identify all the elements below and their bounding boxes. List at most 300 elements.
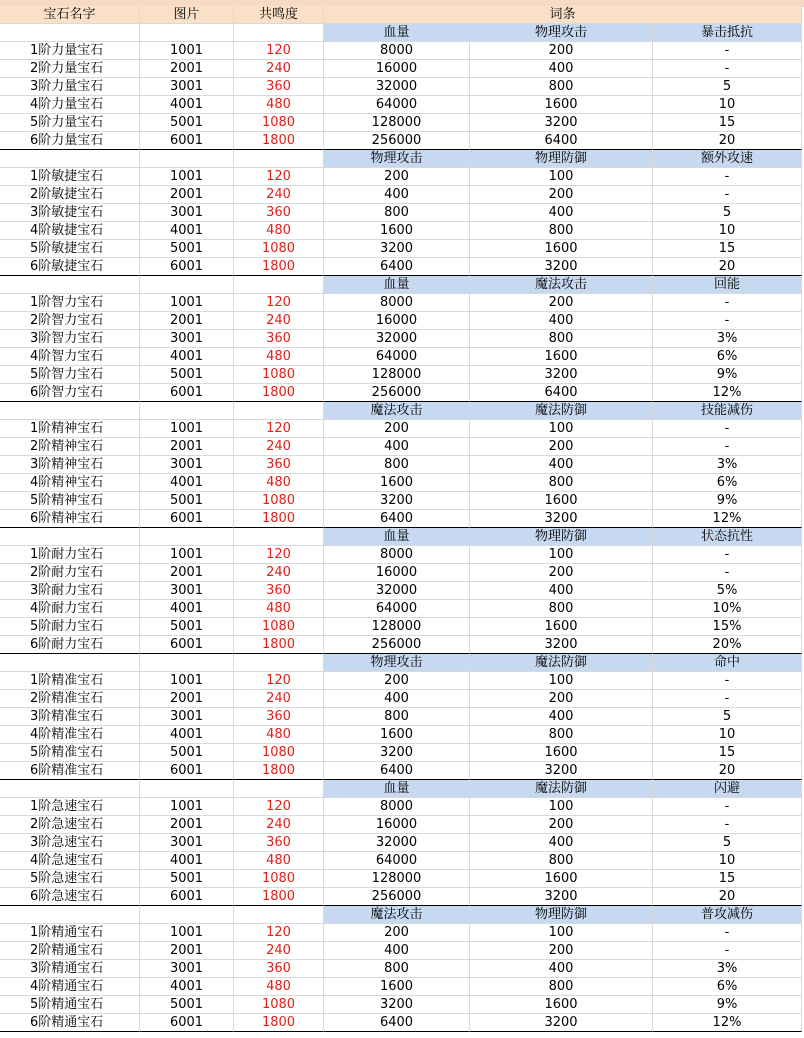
empty-cell[interactable]	[234, 528, 324, 546]
attr2-value-cell[interactable]: 1600	[470, 240, 653, 258]
gem-name-cell[interactable]: 5阶精通宝石	[0, 996, 140, 1014]
header-cell-image[interactable]: 图片	[140, 6, 234, 24]
empty-cell[interactable]	[234, 780, 324, 798]
empty-cell[interactable]	[234, 402, 324, 420]
resonance-cell[interactable]: 360	[234, 582, 324, 600]
attr2-value-cell[interactable]: 100	[470, 924, 653, 942]
image-id-cell[interactable]: 5001	[140, 870, 234, 888]
empty-cell[interactable]	[140, 402, 234, 420]
attr1-value-cell[interactable]: 6400	[324, 510, 470, 528]
attr3-value-cell[interactable]: 10	[653, 96, 802, 114]
attr1-value-cell[interactable]: 6400	[324, 1014, 470, 1032]
resonance-cell[interactable]: 240	[234, 564, 324, 582]
gem-name-cell[interactable]: 2阶急速宝石	[0, 816, 140, 834]
attr2-value-cell[interactable]: 200	[470, 186, 653, 204]
attr1-value-cell[interactable]: 128000	[324, 114, 470, 132]
image-id-cell[interactable]: 6001	[140, 132, 234, 150]
resonance-cell[interactable]: 120	[234, 42, 324, 60]
attr1-value-cell[interactable]: 32000	[324, 582, 470, 600]
resonance-cell[interactable]: 1800	[234, 258, 324, 276]
attribute-label-cell[interactable]: 普攻减伤	[653, 906, 802, 924]
header-cell-affix[interactable]: 词条	[324, 6, 802, 24]
attr1-value-cell[interactable]: 16000	[324, 564, 470, 582]
attr1-value-cell[interactable]: 32000	[324, 78, 470, 96]
attr3-value-cell[interactable]: 3%	[653, 960, 802, 978]
attr2-value-cell[interactable]: 400	[470, 834, 653, 852]
resonance-cell[interactable]: 240	[234, 312, 324, 330]
resonance-cell[interactable]: 120	[234, 294, 324, 312]
attr1-value-cell[interactable]: 64000	[324, 600, 470, 618]
attr1-value-cell[interactable]: 64000	[324, 96, 470, 114]
attr1-value-cell[interactable]: 16000	[324, 60, 470, 78]
attribute-label-cell[interactable]: 额外攻速	[653, 150, 802, 168]
gem-name-cell[interactable]: 6阶精神宝石	[0, 510, 140, 528]
attr1-value-cell[interactable]: 256000	[324, 636, 470, 654]
attr3-value-cell[interactable]: 5%	[653, 582, 802, 600]
gem-name-cell[interactable]: 4阶耐力宝石	[0, 600, 140, 618]
attr1-value-cell[interactable]: 128000	[324, 870, 470, 888]
resonance-cell[interactable]: 480	[234, 852, 324, 870]
image-id-cell[interactable]: 3001	[140, 78, 234, 96]
image-id-cell[interactable]: 4001	[140, 96, 234, 114]
gem-name-cell[interactable]: 6阶精通宝石	[0, 1014, 140, 1032]
empty-cell[interactable]	[140, 780, 234, 798]
attr2-value-cell[interactable]: 400	[470, 960, 653, 978]
attr1-value-cell[interactable]: 32000	[324, 834, 470, 852]
attr1-value-cell[interactable]: 16000	[324, 816, 470, 834]
attribute-label-cell[interactable]: 血量	[324, 276, 470, 294]
attr2-value-cell[interactable]: 3200	[470, 636, 653, 654]
gem-name-cell[interactable]: 1阶急速宝石	[0, 798, 140, 816]
attribute-label-cell[interactable]: 魔法攻击	[324, 906, 470, 924]
image-id-cell[interactable]: 2001	[140, 564, 234, 582]
attr1-value-cell[interactable]: 3200	[324, 744, 470, 762]
image-id-cell[interactable]: 2001	[140, 438, 234, 456]
image-id-cell[interactable]: 5001	[140, 240, 234, 258]
resonance-cell[interactable]: 480	[234, 348, 324, 366]
attribute-label-cell[interactable]: 魔法防御	[470, 780, 653, 798]
empty-cell[interactable]	[140, 24, 234, 42]
image-id-cell[interactable]: 1001	[140, 42, 234, 60]
empty-cell[interactable]	[0, 276, 140, 294]
gem-name-cell[interactable]: 1阶敏捷宝石	[0, 168, 140, 186]
attribute-label-cell[interactable]: 闪避	[653, 780, 802, 798]
attr3-value-cell[interactable]: 12%	[653, 510, 802, 528]
image-id-cell[interactable]: 2001	[140, 60, 234, 78]
attr2-value-cell[interactable]: 400	[470, 204, 653, 222]
attr3-value-cell[interactable]: 20	[653, 762, 802, 780]
image-id-cell[interactable]: 1001	[140, 546, 234, 564]
image-id-cell[interactable]: 6001	[140, 1014, 234, 1032]
attr2-value-cell[interactable]: 100	[470, 168, 653, 186]
resonance-cell[interactable]: 240	[234, 816, 324, 834]
empty-cell[interactable]	[140, 906, 234, 924]
gem-name-cell[interactable]: 6阶智力宝石	[0, 384, 140, 402]
resonance-cell[interactable]: 1800	[234, 762, 324, 780]
gem-name-cell[interactable]: 1阶精通宝石	[0, 924, 140, 942]
attr3-value-cell[interactable]: -	[653, 186, 802, 204]
attr1-value-cell[interactable]: 3200	[324, 240, 470, 258]
gem-name-cell[interactable]: 6阶耐力宝石	[0, 636, 140, 654]
attr2-value-cell[interactable]: 100	[470, 546, 653, 564]
attr2-value-cell[interactable]: 1600	[470, 870, 653, 888]
image-id-cell[interactable]: 3001	[140, 708, 234, 726]
attr3-value-cell[interactable]: 5	[653, 78, 802, 96]
attribute-label-cell[interactable]: 血量	[324, 780, 470, 798]
image-id-cell[interactable]: 6001	[140, 258, 234, 276]
resonance-cell[interactable]: 1080	[234, 366, 324, 384]
attribute-label-cell[interactable]: 状态抗性	[653, 528, 802, 546]
attr1-value-cell[interactable]: 6400	[324, 762, 470, 780]
resonance-cell[interactable]: 1800	[234, 132, 324, 150]
image-id-cell[interactable]: 5001	[140, 618, 234, 636]
gem-name-cell[interactable]: 1阶精神宝石	[0, 420, 140, 438]
image-id-cell[interactable]: 4001	[140, 978, 234, 996]
attr3-value-cell[interactable]: 10	[653, 726, 802, 744]
attribute-label-cell[interactable]: 血量	[324, 528, 470, 546]
attr1-value-cell[interactable]: 200	[324, 924, 470, 942]
attr3-value-cell[interactable]: 6%	[653, 474, 802, 492]
empty-cell[interactable]	[0, 528, 140, 546]
attr2-value-cell[interactable]: 800	[470, 978, 653, 996]
image-id-cell[interactable]: 6001	[140, 510, 234, 528]
attr2-value-cell[interactable]: 100	[470, 420, 653, 438]
attr1-value-cell[interactable]: 200	[324, 168, 470, 186]
image-id-cell[interactable]: 2001	[140, 186, 234, 204]
attr3-value-cell[interactable]: 6%	[653, 348, 802, 366]
resonance-cell[interactable]: 240	[234, 690, 324, 708]
attr3-value-cell[interactable]: 3%	[653, 456, 802, 474]
header-cell-name[interactable]: 宝石名字	[0, 6, 140, 24]
attr3-value-cell[interactable]: -	[653, 564, 802, 582]
attr1-value-cell[interactable]: 800	[324, 708, 470, 726]
empty-cell[interactable]	[234, 906, 324, 924]
gem-name-cell[interactable]: 3阶急速宝石	[0, 834, 140, 852]
empty-cell[interactable]	[0, 402, 140, 420]
image-id-cell[interactable]: 4001	[140, 222, 234, 240]
empty-cell[interactable]	[0, 150, 140, 168]
gem-name-cell[interactable]: 2阶智力宝石	[0, 312, 140, 330]
attr3-value-cell[interactable]: 5	[653, 708, 802, 726]
image-id-cell[interactable]: 4001	[140, 726, 234, 744]
resonance-cell[interactable]: 120	[234, 168, 324, 186]
attr3-value-cell[interactable]: 12%	[653, 384, 802, 402]
attr2-value-cell[interactable]: 6400	[470, 384, 653, 402]
resonance-cell[interactable]: 480	[234, 222, 324, 240]
image-id-cell[interactable]: 4001	[140, 474, 234, 492]
attr3-value-cell[interactable]: 10	[653, 852, 802, 870]
attr3-value-cell[interactable]: -	[653, 420, 802, 438]
attribute-label-cell[interactable]: 魔法防御	[470, 654, 653, 672]
attr3-value-cell[interactable]: 5	[653, 834, 802, 852]
attr1-value-cell[interactable]: 200	[324, 420, 470, 438]
attr3-value-cell[interactable]: 15	[653, 870, 802, 888]
attr1-value-cell[interactable]: 400	[324, 438, 470, 456]
gem-name-cell[interactable]: 4阶急速宝石	[0, 852, 140, 870]
image-id-cell[interactable]: 3001	[140, 456, 234, 474]
attr1-value-cell[interactable]: 3200	[324, 492, 470, 510]
attr1-value-cell[interactable]: 8000	[324, 798, 470, 816]
gem-name-cell[interactable]: 4阶敏捷宝石	[0, 222, 140, 240]
image-id-cell[interactable]: 1001	[140, 924, 234, 942]
empty-cell[interactable]	[0, 654, 140, 672]
gem-name-cell[interactable]: 3阶力量宝石	[0, 78, 140, 96]
attr3-value-cell[interactable]: -	[653, 924, 802, 942]
attr2-value-cell[interactable]: 3200	[470, 888, 653, 906]
attr1-value-cell[interactable]: 8000	[324, 294, 470, 312]
attr2-value-cell[interactable]: 200	[470, 294, 653, 312]
resonance-cell[interactable]: 480	[234, 978, 324, 996]
resonance-cell[interactable]: 1080	[234, 618, 324, 636]
resonance-cell[interactable]: 360	[234, 834, 324, 852]
attr3-value-cell[interactable]: -	[653, 438, 802, 456]
empty-cell[interactable]	[140, 528, 234, 546]
attr3-value-cell[interactable]: -	[653, 312, 802, 330]
resonance-cell[interactable]: 120	[234, 420, 324, 438]
image-id-cell[interactable]: 3001	[140, 330, 234, 348]
gem-name-cell[interactable]: 1阶精准宝石	[0, 672, 140, 690]
gem-name-cell[interactable]: 4阶智力宝石	[0, 348, 140, 366]
gem-name-cell[interactable]: 3阶智力宝石	[0, 330, 140, 348]
attribute-label-cell[interactable]: 魔法防御	[470, 402, 653, 420]
resonance-cell[interactable]: 1800	[234, 888, 324, 906]
attr2-value-cell[interactable]: 400	[470, 60, 653, 78]
gem-name-cell[interactable]: 5阶精准宝石	[0, 744, 140, 762]
attr2-value-cell[interactable]: 200	[470, 42, 653, 60]
attr2-value-cell[interactable]: 800	[470, 474, 653, 492]
attr2-value-cell[interactable]: 1600	[470, 348, 653, 366]
resonance-cell[interactable]: 360	[234, 330, 324, 348]
image-id-cell[interactable]: 2001	[140, 312, 234, 330]
resonance-cell[interactable]: 1800	[234, 384, 324, 402]
attr3-value-cell[interactable]: -	[653, 690, 802, 708]
attr2-value-cell[interactable]: 1600	[470, 618, 653, 636]
attr2-value-cell[interactable]: 3200	[470, 1014, 653, 1032]
attr2-value-cell[interactable]: 400	[470, 456, 653, 474]
attribute-label-cell[interactable]: 物理攻击	[324, 654, 470, 672]
attribute-label-cell[interactable]: 魔法攻击	[324, 402, 470, 420]
attr1-value-cell[interactable]: 64000	[324, 348, 470, 366]
empty-cell[interactable]	[234, 150, 324, 168]
image-id-cell[interactable]: 3001	[140, 834, 234, 852]
attr3-value-cell[interactable]: 10	[653, 222, 802, 240]
attr2-value-cell[interactable]: 400	[470, 708, 653, 726]
image-id-cell[interactable]: 6001	[140, 888, 234, 906]
gem-name-cell[interactable]: 5阶力量宝石	[0, 114, 140, 132]
attr3-value-cell[interactable]: 10%	[653, 600, 802, 618]
gem-name-cell[interactable]: 3阶耐力宝石	[0, 582, 140, 600]
header-cell-resonance[interactable]: 共鸣度	[234, 6, 324, 24]
attr2-value-cell[interactable]: 3200	[470, 366, 653, 384]
attr1-value-cell[interactable]: 8000	[324, 42, 470, 60]
attribute-label-cell[interactable]: 技能减伤	[653, 402, 802, 420]
empty-cell[interactable]	[140, 654, 234, 672]
gem-name-cell[interactable]: 4阶精准宝石	[0, 726, 140, 744]
attr1-value-cell[interactable]: 1600	[324, 978, 470, 996]
resonance-cell[interactable]: 360	[234, 708, 324, 726]
image-id-cell[interactable]: 6001	[140, 762, 234, 780]
resonance-cell[interactable]: 360	[234, 204, 324, 222]
attr2-value-cell[interactable]: 3200	[470, 510, 653, 528]
empty-cell[interactable]	[234, 24, 324, 42]
attr1-value-cell[interactable]: 64000	[324, 852, 470, 870]
attr2-value-cell[interactable]: 400	[470, 582, 653, 600]
attr3-value-cell[interactable]: -	[653, 798, 802, 816]
image-id-cell[interactable]: 4001	[140, 348, 234, 366]
resonance-cell[interactable]: 480	[234, 474, 324, 492]
attr2-value-cell[interactable]: 400	[470, 312, 653, 330]
image-id-cell[interactable]: 1001	[140, 798, 234, 816]
resonance-cell[interactable]: 1080	[234, 744, 324, 762]
resonance-cell[interactable]: 1080	[234, 996, 324, 1014]
gem-name-cell[interactable]: 6阶力量宝石	[0, 132, 140, 150]
attr2-value-cell[interactable]: 800	[470, 726, 653, 744]
attr3-value-cell[interactable]: -	[653, 60, 802, 78]
image-id-cell[interactable]: 6001	[140, 636, 234, 654]
gem-name-cell[interactable]: 5阶耐力宝石	[0, 618, 140, 636]
attr1-value-cell[interactable]: 32000	[324, 330, 470, 348]
attr2-value-cell[interactable]: 1600	[470, 744, 653, 762]
attr2-value-cell[interactable]: 200	[470, 816, 653, 834]
attr2-value-cell[interactable]: 200	[470, 690, 653, 708]
attribute-label-cell[interactable]: 回能	[653, 276, 802, 294]
attr1-value-cell[interactable]: 6400	[324, 258, 470, 276]
resonance-cell[interactable]: 120	[234, 672, 324, 690]
empty-cell[interactable]	[0, 24, 140, 42]
attr2-value-cell[interactable]: 800	[470, 222, 653, 240]
resonance-cell[interactable]: 1080	[234, 240, 324, 258]
attr3-value-cell[interactable]: 9%	[653, 492, 802, 510]
attr3-value-cell[interactable]: 6%	[653, 978, 802, 996]
attr3-value-cell[interactable]: 20%	[653, 636, 802, 654]
attr2-value-cell[interactable]: 200	[470, 564, 653, 582]
image-id-cell[interactable]: 5001	[140, 996, 234, 1014]
resonance-cell[interactable]: 1800	[234, 510, 324, 528]
image-id-cell[interactable]: 5001	[140, 366, 234, 384]
gem-name-cell[interactable]: 6阶敏捷宝石	[0, 258, 140, 276]
image-id-cell[interactable]: 2001	[140, 690, 234, 708]
gem-name-cell[interactable]: 5阶精神宝石	[0, 492, 140, 510]
attr2-value-cell[interactable]: 800	[470, 852, 653, 870]
gem-name-cell[interactable]: 2阶精通宝石	[0, 942, 140, 960]
attribute-label-cell[interactable]: 物理防御	[470, 528, 653, 546]
image-id-cell[interactable]: 2001	[140, 816, 234, 834]
image-id-cell[interactable]: 1001	[140, 168, 234, 186]
attr3-value-cell[interactable]: 15	[653, 744, 802, 762]
attribute-label-cell[interactable]: 物理攻击	[470, 24, 653, 42]
attr2-value-cell[interactable]: 3200	[470, 762, 653, 780]
attr3-value-cell[interactable]: 5	[653, 204, 802, 222]
attr2-value-cell[interactable]: 200	[470, 942, 653, 960]
empty-cell[interactable]	[0, 780, 140, 798]
image-id-cell[interactable]: 4001	[140, 852, 234, 870]
gem-name-cell[interactable]: 2阶耐力宝石	[0, 564, 140, 582]
attr1-value-cell[interactable]: 200	[324, 672, 470, 690]
attr2-value-cell[interactable]: 1600	[470, 492, 653, 510]
image-id-cell[interactable]: 6001	[140, 384, 234, 402]
attr2-value-cell[interactable]: 3200	[470, 114, 653, 132]
resonance-cell[interactable]: 120	[234, 924, 324, 942]
gem-name-cell[interactable]: 3阶精通宝石	[0, 960, 140, 978]
attr3-value-cell[interactable]: 20	[653, 258, 802, 276]
image-id-cell[interactable]: 3001	[140, 960, 234, 978]
image-id-cell[interactable]: 5001	[140, 114, 234, 132]
gem-name-cell[interactable]: 5阶急速宝石	[0, 870, 140, 888]
attr1-value-cell[interactable]: 400	[324, 186, 470, 204]
attr3-value-cell[interactable]: -	[653, 42, 802, 60]
gem-name-cell[interactable]: 1阶耐力宝石	[0, 546, 140, 564]
gem-name-cell[interactable]: 1阶智力宝石	[0, 294, 140, 312]
image-id-cell[interactable]: 1001	[140, 294, 234, 312]
gem-name-cell[interactable]: 4阶力量宝石	[0, 96, 140, 114]
attr1-value-cell[interactable]: 16000	[324, 312, 470, 330]
attr1-value-cell[interactable]: 800	[324, 204, 470, 222]
image-id-cell[interactable]: 4001	[140, 600, 234, 618]
resonance-cell[interactable]: 480	[234, 726, 324, 744]
empty-cell[interactable]	[0, 906, 140, 924]
attr3-value-cell[interactable]: 12%	[653, 1014, 802, 1032]
attribute-label-cell[interactable]: 血量	[324, 24, 470, 42]
attr1-value-cell[interactable]: 1600	[324, 222, 470, 240]
attr1-value-cell[interactable]: 256000	[324, 132, 470, 150]
gem-name-cell[interactable]: 1阶力量宝石	[0, 42, 140, 60]
attr2-value-cell[interactable]: 200	[470, 438, 653, 456]
gem-name-cell[interactable]: 2阶精准宝石	[0, 690, 140, 708]
gem-name-cell[interactable]: 3阶敏捷宝石	[0, 204, 140, 222]
attr1-value-cell[interactable]: 8000	[324, 546, 470, 564]
image-id-cell[interactable]: 3001	[140, 204, 234, 222]
attribute-label-cell[interactable]: 物理攻击	[324, 150, 470, 168]
image-id-cell[interactable]: 3001	[140, 582, 234, 600]
gem-name-cell[interactable]: 6阶急速宝石	[0, 888, 140, 906]
resonance-cell[interactable]: 480	[234, 96, 324, 114]
attr1-value-cell[interactable]: 1600	[324, 474, 470, 492]
attr1-value-cell[interactable]: 400	[324, 942, 470, 960]
attr3-value-cell[interactable]: -	[653, 546, 802, 564]
attr2-value-cell[interactable]: 100	[470, 672, 653, 690]
resonance-cell[interactable]: 120	[234, 798, 324, 816]
resonance-cell[interactable]: 360	[234, 78, 324, 96]
gem-name-cell[interactable]: 2阶精神宝石	[0, 438, 140, 456]
empty-cell[interactable]	[140, 276, 234, 294]
attribute-label-cell[interactable]: 物理防御	[470, 906, 653, 924]
gem-name-cell[interactable]: 6阶精准宝石	[0, 762, 140, 780]
resonance-cell[interactable]: 240	[234, 942, 324, 960]
attribute-label-cell[interactable]: 命中	[653, 654, 802, 672]
attr3-value-cell[interactable]: 20	[653, 888, 802, 906]
attr3-value-cell[interactable]: 15	[653, 240, 802, 258]
attr1-value-cell[interactable]: 128000	[324, 618, 470, 636]
image-id-cell[interactable]: 2001	[140, 942, 234, 960]
attr3-value-cell[interactable]: -	[653, 816, 802, 834]
attr1-value-cell[interactable]: 128000	[324, 366, 470, 384]
resonance-cell[interactable]: 360	[234, 456, 324, 474]
resonance-cell[interactable]: 240	[234, 186, 324, 204]
attr3-value-cell[interactable]: 3%	[653, 330, 802, 348]
attr1-value-cell[interactable]: 3200	[324, 996, 470, 1014]
empty-cell[interactable]	[140, 150, 234, 168]
attribute-label-cell[interactable]: 暴击抵抗	[653, 24, 802, 42]
gem-name-cell[interactable]: 3阶精神宝石	[0, 456, 140, 474]
empty-cell[interactable]	[234, 654, 324, 672]
attr2-value-cell[interactable]: 1600	[470, 996, 653, 1014]
attr1-value-cell[interactable]: 256000	[324, 384, 470, 402]
attr3-value-cell[interactable]: 9%	[653, 366, 802, 384]
image-id-cell[interactable]: 1001	[140, 420, 234, 438]
resonance-cell[interactable]: 360	[234, 960, 324, 978]
attr3-value-cell[interactable]: -	[653, 942, 802, 960]
attr2-value-cell[interactable]: 1600	[470, 96, 653, 114]
